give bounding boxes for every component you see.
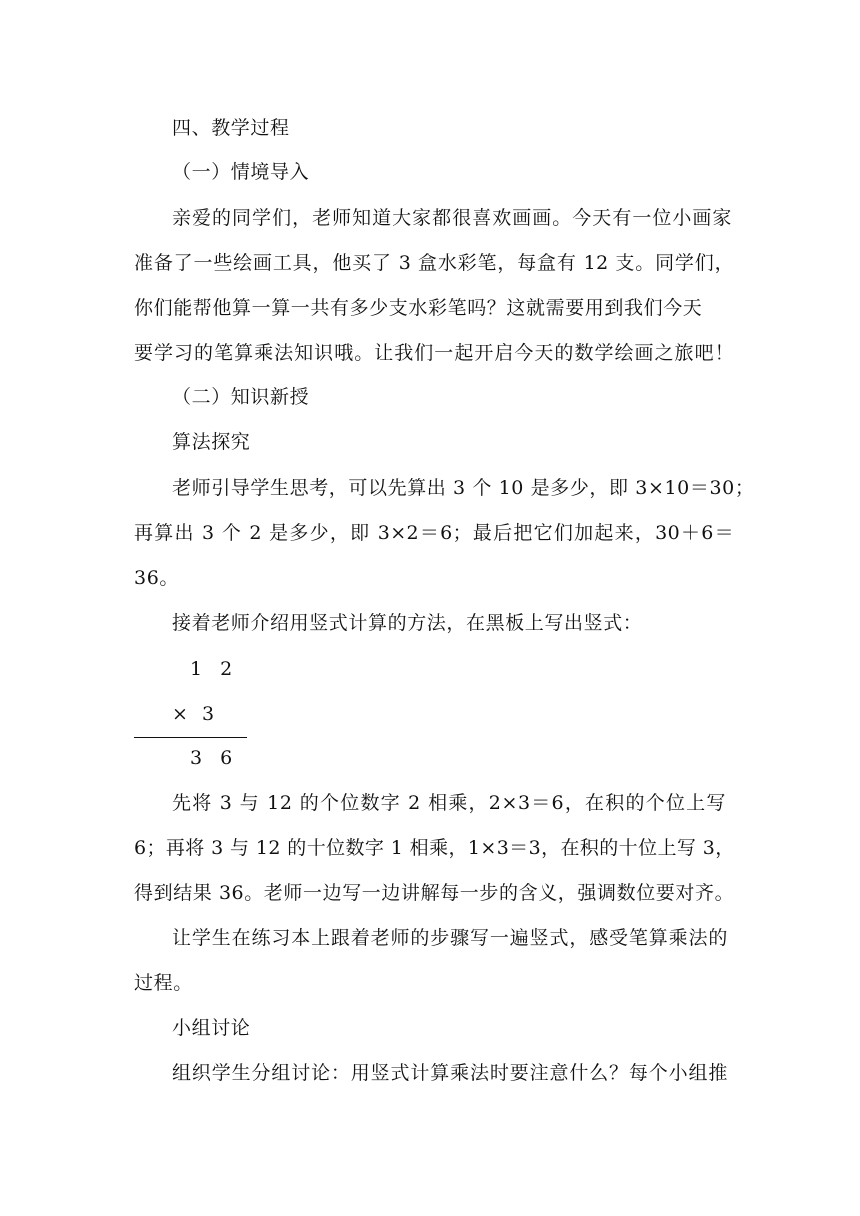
vertical-calc-multiplier: × 3 xyxy=(172,703,219,725)
section-title: 四、教学过程 xyxy=(172,117,290,139)
paragraph-line: 过程。 xyxy=(134,972,193,994)
paragraph-line: 接着老师介绍用竖式计算的方法，在黑板上写出竖式： xyxy=(172,612,643,634)
vertical-calc-result: 3 6 xyxy=(190,747,239,769)
paragraph-line: 组织学生分组讨论：用竖式计算乘法时要注意什么？每个小组推 xyxy=(172,1062,728,1084)
paragraph-line: 准备了一些绘画工具，他买了 3 盒水彩笔，每盒有 12 支。同学们， xyxy=(134,252,734,274)
paragraph-line: 得到结果 36。老师一边写一边讲解每一步的含义，强调数位要对齐。 xyxy=(134,882,734,904)
paragraph-line: 36。 xyxy=(134,567,179,589)
vertical-calc-top: 1 2 xyxy=(190,658,239,680)
paragraph-line: 6；再将 3 与 12 的十位数字 1 相乘，1×3＝3，在积的十位上写 3， xyxy=(134,837,735,859)
paragraph-line: 你们能帮他算一算一共有多少支水彩笔吗？这就需要用到我们今天 xyxy=(134,297,703,319)
paragraph-line: 要学习的笔算乘法知识哦。让我们一起开启今天的数学绘画之旅吧！ xyxy=(134,342,734,364)
paragraph-line: 让学生在练习本上跟着老师的步骤写一遍竖式，感受笔算乘法的 xyxy=(172,927,728,949)
vertical-calc-rule xyxy=(134,737,247,738)
paragraph-line: 老师引导学生思考，可以先算出 3 个 10 是多少，即 3×10＝30； xyxy=(172,477,755,499)
group-discussion-heading: 小组讨论 xyxy=(172,1017,251,1039)
subsection-heading-new-knowledge: （二）知识新授 xyxy=(172,386,310,408)
paragraph-line: 再算出 3 个 2 是多少，即 3×2＝6；最后把它们加起来，30＋6＝ xyxy=(134,522,734,544)
paragraph-line: 亲爱的同学们，老师知道大家都很喜欢画画。今天有一位小画家 xyxy=(172,207,732,229)
subsection-heading-intro: （一）情境导入 xyxy=(172,161,310,183)
algorithm-heading: 算法探究 xyxy=(172,431,251,453)
paragraph-line: 先将 3 与 12 的个位数字 2 相乘，2×3＝6，在积的个位上写 xyxy=(172,792,726,814)
